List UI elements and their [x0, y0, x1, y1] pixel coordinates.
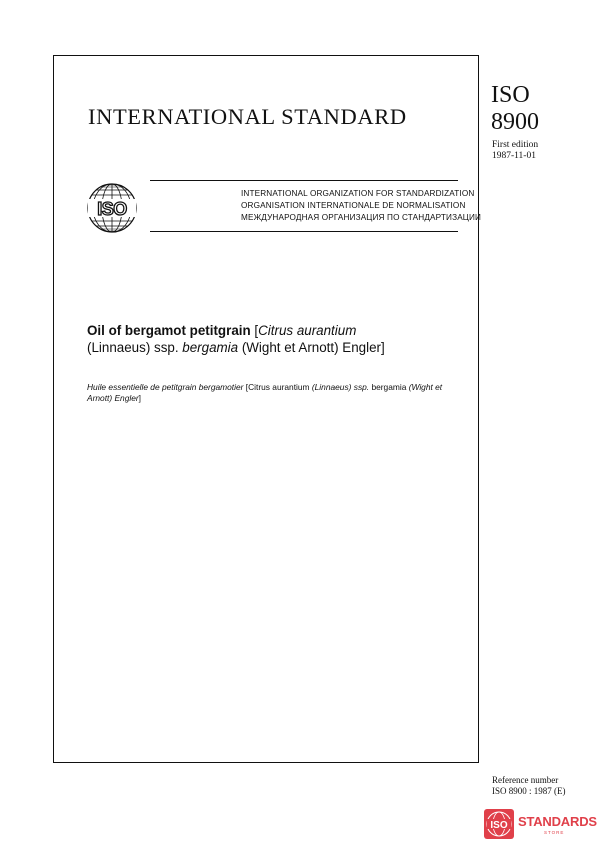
fr-italic-3: (Wight et Arnott) Engler	[87, 382, 443, 403]
fr-roman-3: ]	[138, 392, 141, 403]
title-bracket: [	[250, 323, 259, 338]
org-name-fr: ORGANISATION INTERNATIONALE DE NORMALISATION	[241, 201, 466, 210]
standards-store-badge[interactable]	[484, 809, 597, 841]
divider-bottom	[150, 231, 458, 232]
iso-logo-text: ISO	[97, 199, 127, 219]
title-subspecies: bergamia	[182, 340, 239, 355]
document-title	[87, 322, 447, 356]
fr-italic-2: (Linnaeus) ssp.	[311, 382, 370, 392]
title-line2-b: (Wight et Arnott) Engler]	[238, 340, 385, 355]
org-name-ru: МЕЖДУНАРОДНАЯ ОРГАНИЗАЦИЯ ПО СТАНДАРТИЗАЦИИ	[241, 213, 482, 222]
title-bold: Oil of bergamot petitgrain	[87, 323, 251, 338]
document-title-fr	[87, 382, 447, 403]
reference-label: Reference number	[492, 775, 559, 785]
store-iso-text: ISO	[490, 820, 508, 831]
title-species: Citrus aurantium	[258, 323, 357, 338]
title-line2-a: (Linnaeus) ssp.	[87, 340, 183, 355]
fr-roman-2: bergamia	[369, 382, 409, 392]
standard-number: 8900	[491, 109, 539, 135]
iso-label: ISO	[491, 82, 530, 108]
store-iso-icon	[484, 809, 514, 839]
org-name-en: INTERNATIONAL ORGANIZATION FOR STANDARDIZATION	[241, 189, 475, 198]
fr-italic-1: Huile essentielle de petitgrain bergamotier	[87, 382, 244, 392]
divider-top	[150, 180, 458, 181]
store-brand: STANDARDS	[518, 814, 597, 829]
reference-number: ISO 8900 : 1987 (E)	[492, 786, 566, 796]
fr-roman-1: [Citrus aurantium	[243, 382, 312, 392]
store-sub: STORE	[544, 830, 565, 835]
iso-globe-logo	[86, 182, 138, 234]
page-frame	[53, 55, 482, 763]
edition-label: First edition	[492, 140, 539, 150]
edition-date: 1987-11-01	[492, 151, 536, 161]
page-title: INTERNATIONAL STANDARD	[88, 104, 407, 129]
